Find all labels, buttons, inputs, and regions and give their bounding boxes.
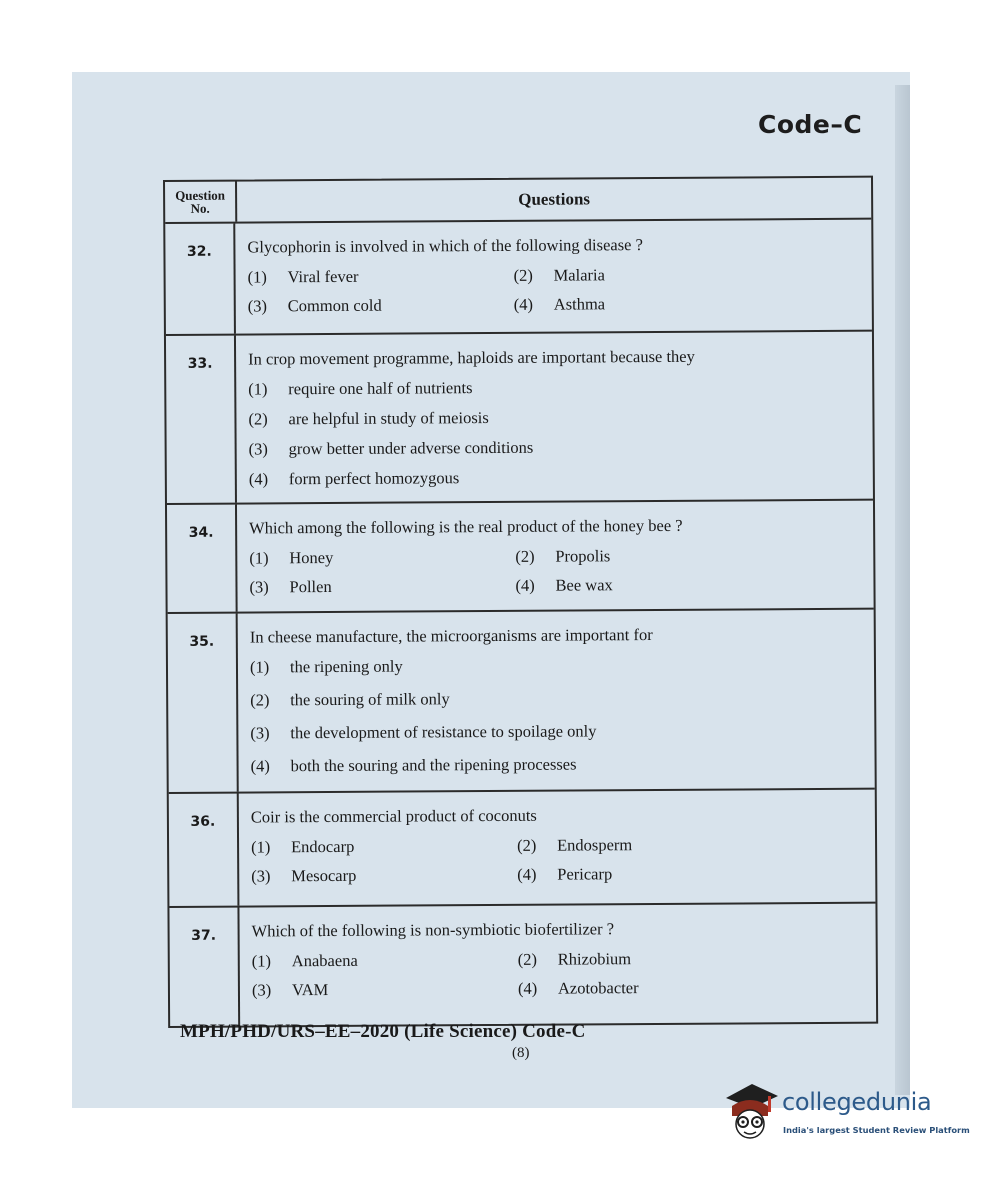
options: [248, 376, 861, 490]
option: (3) Pollen: [249, 576, 332, 597]
question-number: 35.: [168, 614, 239, 792]
option: (4) Bee wax: [515, 575, 613, 595]
header-no-line1: Question: [175, 187, 226, 203]
option: (1) Viral fever: [247, 266, 359, 287]
option: (4) Asthma: [513, 294, 606, 314]
watermark-tagline: India's largest Student Review Platform: [783, 1125, 970, 1135]
question-number: 32.: [165, 224, 236, 334]
option: (3) Mesocarp: [251, 865, 357, 886]
watermark-name: collegedunia: [782, 1088, 932, 1116]
page-number: (8): [512, 1045, 530, 1061]
option: (1) Honey: [249, 547, 334, 568]
page-footer: MPH/PHD/URS–EE–2020 (Life Science) Code-C: [180, 1021, 586, 1042]
option: (4) both the souring and the ripening processes: [250, 754, 577, 776]
option: (3) the development of resistance to spoilage only: [250, 721, 597, 743]
option: (3) Common cold: [247, 295, 382, 316]
question-row: [168, 610, 875, 794]
question-body: [238, 610, 875, 792]
question-text: In crop movement programme, haploids are important because they: [248, 346, 695, 369]
option: (2) Propolis: [515, 546, 611, 566]
option: (4) form perfect homozygous: [248, 468, 460, 489]
option: (2) the souring of milk only: [250, 689, 450, 710]
option: (2) are helpful in study of meiosis: [248, 408, 489, 429]
question-body: [239, 904, 876, 1026]
option: (1) the ripening only: [249, 656, 403, 677]
options: [248, 264, 860, 317]
question-text: In cheese manufacture, the microorganisms are important for: [249, 625, 653, 647]
header-question-no: [165, 182, 237, 222]
collegedunia-watermark: [722, 1076, 970, 1156]
question-body: [235, 220, 872, 334]
question-text: Glycophorin is involved in which of the following disease ?: [247, 235, 643, 257]
option: (3) grow better under adverse conditions: [248, 437, 534, 459]
question-text: Which among the following is the real product of the honey bee ?: [249, 515, 683, 538]
question-row: [165, 220, 872, 336]
questions-table: [163, 176, 878, 1028]
question-row: [169, 790, 876, 908]
options: [249, 545, 861, 598]
code-header: Code–C: [758, 110, 863, 139]
option: (2) Malaria: [513, 265, 605, 285]
question-number: 36.: [169, 794, 240, 906]
option: (2) Rhizobium: [517, 949, 632, 969]
question-number: 34.: [167, 505, 238, 612]
question-body: [236, 332, 873, 503]
question-text: Coir is the commercial product of coconuts: [250, 805, 537, 827]
option: (4) Azotobacter: [517, 978, 639, 998]
mascot-logo-icon: [722, 1076, 778, 1146]
question-row: [166, 332, 873, 505]
question-body: [239, 790, 876, 906]
question-body: [237, 501, 874, 612]
page-edge: [895, 85, 910, 1095]
option: (3) VAM: [251, 980, 329, 1000]
option: (1) Anabaena: [251, 950, 358, 971]
option: (1) require one half of nutrients: [248, 378, 473, 399]
options: [250, 654, 863, 777]
table-header: [165, 178, 871, 224]
question-row: [169, 904, 876, 1026]
options: [251, 834, 863, 887]
question-number: 33.: [166, 336, 237, 503]
question-text: Which of the following is non-symbiotic biofertilizer ?: [251, 919, 615, 941]
option: (1) Endocarp: [251, 836, 355, 857]
question-row: [167, 501, 874, 614]
option: (2) Endosperm: [517, 835, 633, 855]
header-no-line2: No.: [190, 200, 210, 216]
option: (4) Pericarp: [517, 864, 613, 884]
header-questions: Questions: [518, 189, 591, 209]
question-number: 37.: [169, 908, 240, 1026]
options: [252, 948, 864, 1001]
